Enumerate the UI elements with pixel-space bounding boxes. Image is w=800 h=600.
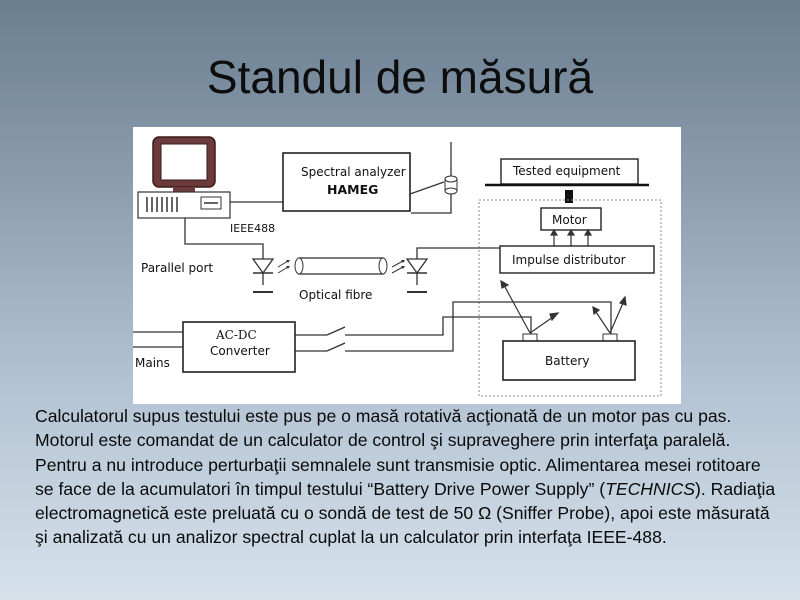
computer-icon [138, 137, 230, 218]
acdc-label: AC-DC [216, 328, 257, 342]
converter-label: Converter [210, 344, 270, 358]
description-paragraph [35, 404, 780, 550]
led-transmitter-icon [253, 259, 290, 292]
technics-italic: TECHNICS [605, 478, 696, 499]
spectral-analyzer-label: Spectral analyzer [301, 165, 406, 179]
measurement-setup-diagram [133, 127, 681, 404]
battery-terminal-minus [523, 334, 537, 341]
optical-fibre-icon [295, 258, 387, 274]
description-part2: ). Radiaţia electromagnetică este preluată cu o sondă de test de 50 Ω (Sniffer Probe), apoi este măsurată şi analizată cu un analizor spectral cuplat la un calculator prin interfaţa IEEE-488. [35, 478, 776, 548]
slide-title: Standul de măsură [206, 51, 594, 103]
description-part1: Calculatorul supus testului este pus pe o masă rotativă acţionată de un motor pas cu pas. Motorul este comandat de un calculator de control şi supraveghere prin interfaţa paralelă. Pentru a nu introduce perturbaţii semnalele sunt transmisie optic. Alimentarea mesei rotitoare se face de la acumulatori în timpul testului “Battery Drive Power Supply” ( [35, 406, 761, 499]
battery-label: Battery [545, 354, 590, 368]
ieee488-label: IEEE488 [230, 222, 276, 235]
switch-icon [327, 327, 345, 351]
battery-terminal-plus [603, 334, 617, 341]
motor-label: Motor [552, 213, 587, 227]
optical-fibre-label: Optical fibre [299, 288, 373, 302]
photodiode-receiver-icon [392, 248, 500, 292]
sniffer-probe-icon [410, 142, 457, 213]
mains-label: Mains [135, 356, 170, 370]
parallel-port-label: Parallel port [141, 261, 214, 275]
impulse-distributor-label: Impulse distributor [512, 253, 626, 267]
tested-equipment-label: Tested equipment [513, 164, 621, 178]
hameg-label: HAMEG [327, 182, 379, 197]
